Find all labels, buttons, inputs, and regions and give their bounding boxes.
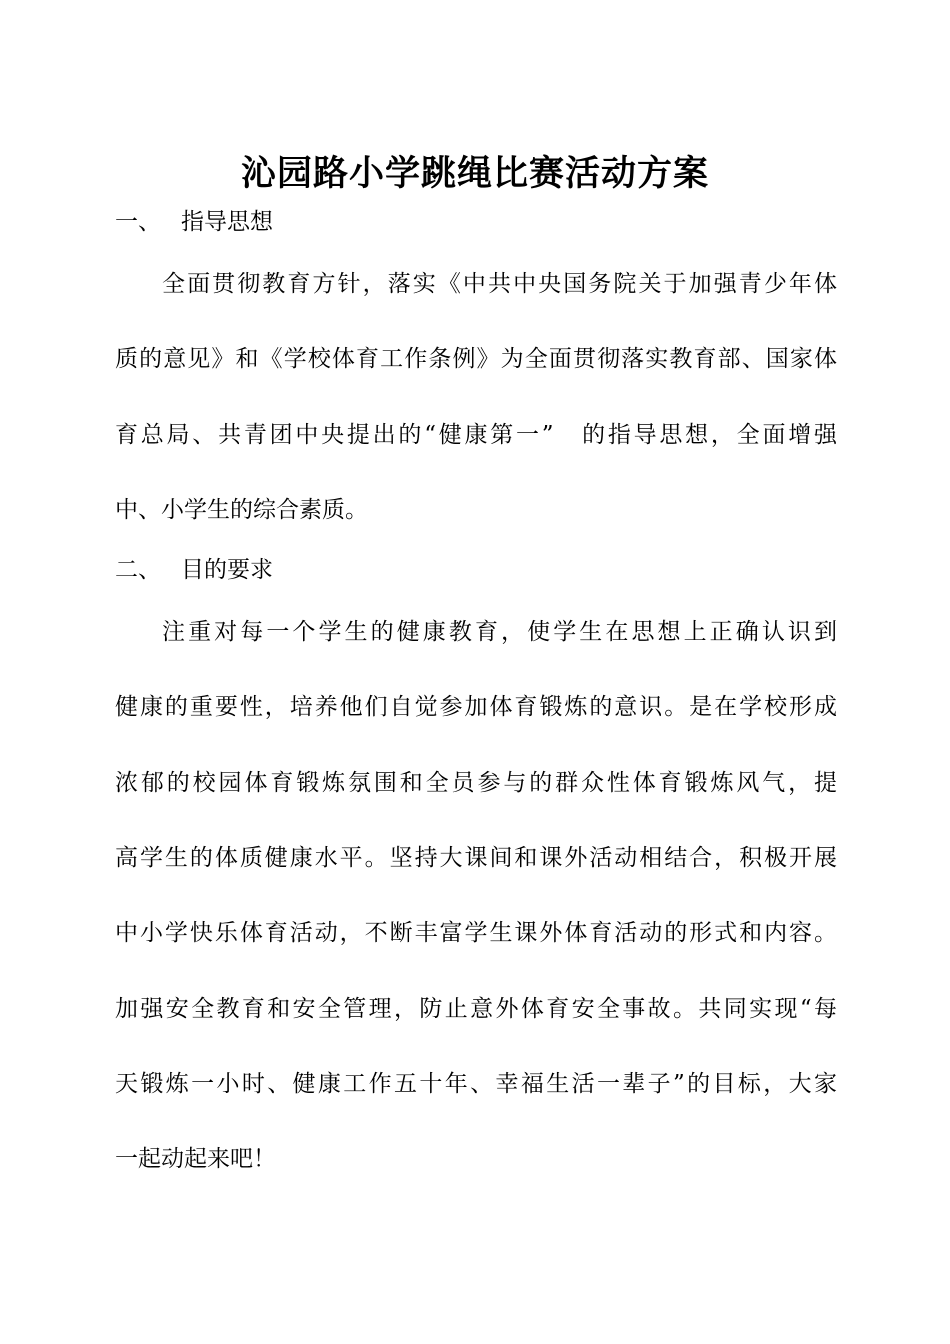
- section-heading-text: 目的要求: [181, 557, 273, 583]
- section-number: 一、: [115, 209, 161, 235]
- paragraph-line: 中、小学生的综合素质。: [115, 497, 368, 523]
- paragraph-line: 加强安全教育和安全管理，防止意外体育安全事故。共同实现“每: [115, 996, 837, 1022]
- paragraph-line: 质的意见》和《学校体育工作条例》为全面贯彻落实教育部、国家体: [115, 346, 837, 372]
- section-heading-text: 指导思想: [181, 209, 273, 235]
- document-title: 沁园路小学跳绳比赛活动方案: [240, 153, 709, 194]
- section-heading-guiding-ideology: [115, 206, 273, 238]
- paragraph-line: 天锻炼一小时、健康工作五十年、幸福生活一辈子”的目标，大家: [115, 1071, 837, 1097]
- paragraph-line: 中小学快乐体育活动，不断丰富学生课外体育活动的形式和内容。: [115, 920, 837, 946]
- paragraph-line: 育总局、共青团中央提出的“健康第一” 的指导思想，全面增强: [115, 422, 837, 448]
- paragraph-line: 一起动起来吧！: [115, 1146, 276, 1172]
- section-heading-goals: [115, 554, 273, 586]
- paragraph-line: 全面贯彻教育方针，落实《中共中央国务院关于加强青少年体: [162, 271, 837, 297]
- section-number: 二、: [115, 557, 161, 583]
- paragraph-line: 浓郁的校园体育锻炼氛围和全员参与的群众性体育锻炼风气，提: [115, 770, 837, 796]
- paragraph-line: 注重对每一个学生的健康教育，使学生在思想上正确认识到: [162, 619, 837, 645]
- paragraph-line: 健康的重要性，培养他们自觉参加体育锻炼的意识。是在学校形成: [115, 694, 837, 720]
- paragraph-line: 高学生的体质健康水平。坚持大课间和课外活动相结合，积极开展: [115, 845, 837, 871]
